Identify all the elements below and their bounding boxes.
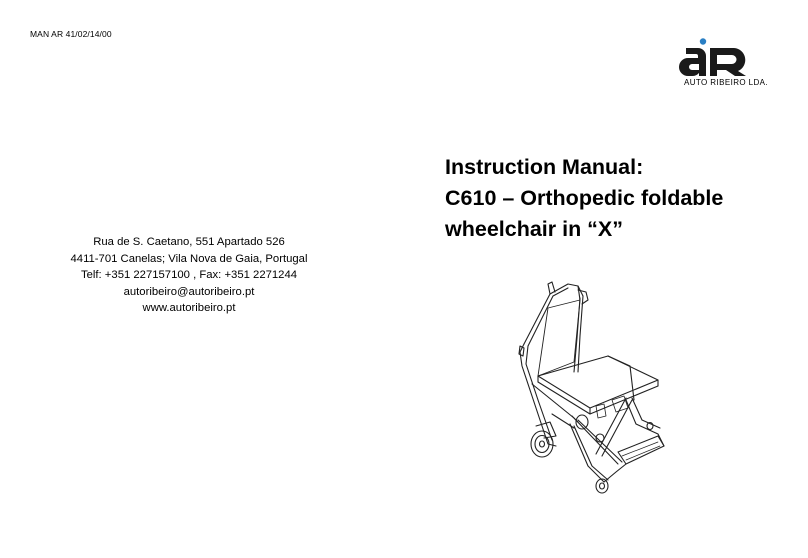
website-link[interactable]: www.autoribeiro.pt [142,302,236,315]
title-line-2: C610 – Orthopedic foldable [445,186,724,210]
address-line-2: 4411-701 Canelas; Vila Nova de Gaia, Portugal [70,252,308,265]
address-line-1: Rua de S. Caetano, 551 Apartado 526 [93,236,285,248]
wheelchair-illustration [508,276,668,498]
logo-dot [700,38,706,44]
company-name: AUTO RIBEIRO LDA. [684,78,769,87]
title-line-3: wheelchair in “X” [445,217,624,241]
document-code: MAN AR 41/02/14/00 [30,29,112,39]
contact-block [60,234,318,317]
phone-fax: Telf: +351 227157100 , Fax: +351 2271244 [80,269,298,282]
title-line-1: Instruction Manual: [445,155,644,179]
email-link[interactable]: autoribeiro@autoribeiro.pt [123,285,255,298]
manual-title [445,152,723,245]
